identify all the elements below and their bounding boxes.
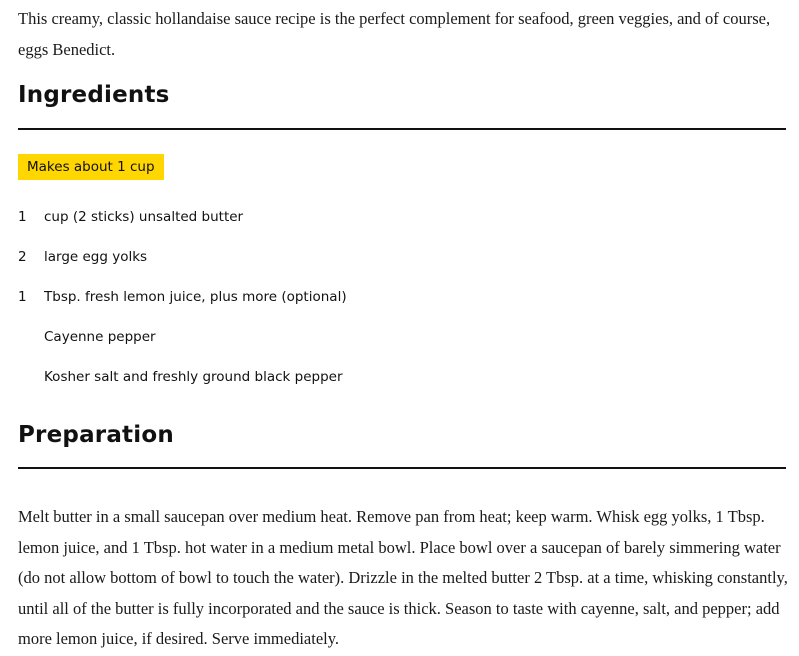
ingredient-quantity	[18, 323, 44, 363]
ingredient-name: Tbsp. fresh lemon juice, plus more (optional)	[44, 289, 347, 305]
preparation-heading: Preparation	[18, 422, 174, 448]
recipe-content	[18, 0, 788, 648]
ingredients-divider	[18, 128, 786, 130]
ingredient-name: Cayenne pepper	[44, 329, 156, 345]
intro-paragraph: This creamy, classic hollandaise sauce recipe is the perfect complement for seafood, green veggies, and of course, eggs Benedict.	[18, 9, 771, 59]
ingredients-list	[18, 203, 347, 403]
ingredient-item	[18, 363, 347, 403]
ingredient-quantity: 1	[18, 289, 27, 305]
ingredients-heading: Ingredients	[18, 82, 170, 108]
ingredient-item	[18, 243, 347, 283]
ingredient-name: large egg yolks	[44, 249, 148, 265]
ingredient-quantity: 1	[18, 209, 27, 225]
ingredient-quantity	[18, 363, 44, 403]
ingredient-quantity: 2	[18, 249, 27, 265]
ingredient-name: cup (2 sticks) unsalted butter	[44, 209, 244, 225]
ingredient-item	[18, 323, 347, 363]
ingredient-name: Kosher salt and freshly ground black pepper	[44, 369, 343, 385]
preparation-divider	[18, 467, 786, 469]
ingredient-item	[18, 203, 347, 243]
preparation-text: Melt butter in a small saucepan over medium heat. Remove pan from heat; keep warm. Whisk egg yolks, 1 Tbsp. lemon juice, and 1 Tbsp. hot water in a medium metal bowl. Place bowl over a saucepan of barely simmering water (do not allow bottom of bowl to touch the water). Drizzle in the melted butter 2 Tbsp. at a time, whisking constantly, until all of the butter is fully incorporated and the sauce is thick. Season to taste with cayenne, salt, and pepper; add more lemon juice, if desired. Serve immediately.	[18, 507, 788, 648]
yield-badge: Makes about 1 cup	[18, 154, 164, 180]
ingredient-item	[18, 283, 347, 323]
